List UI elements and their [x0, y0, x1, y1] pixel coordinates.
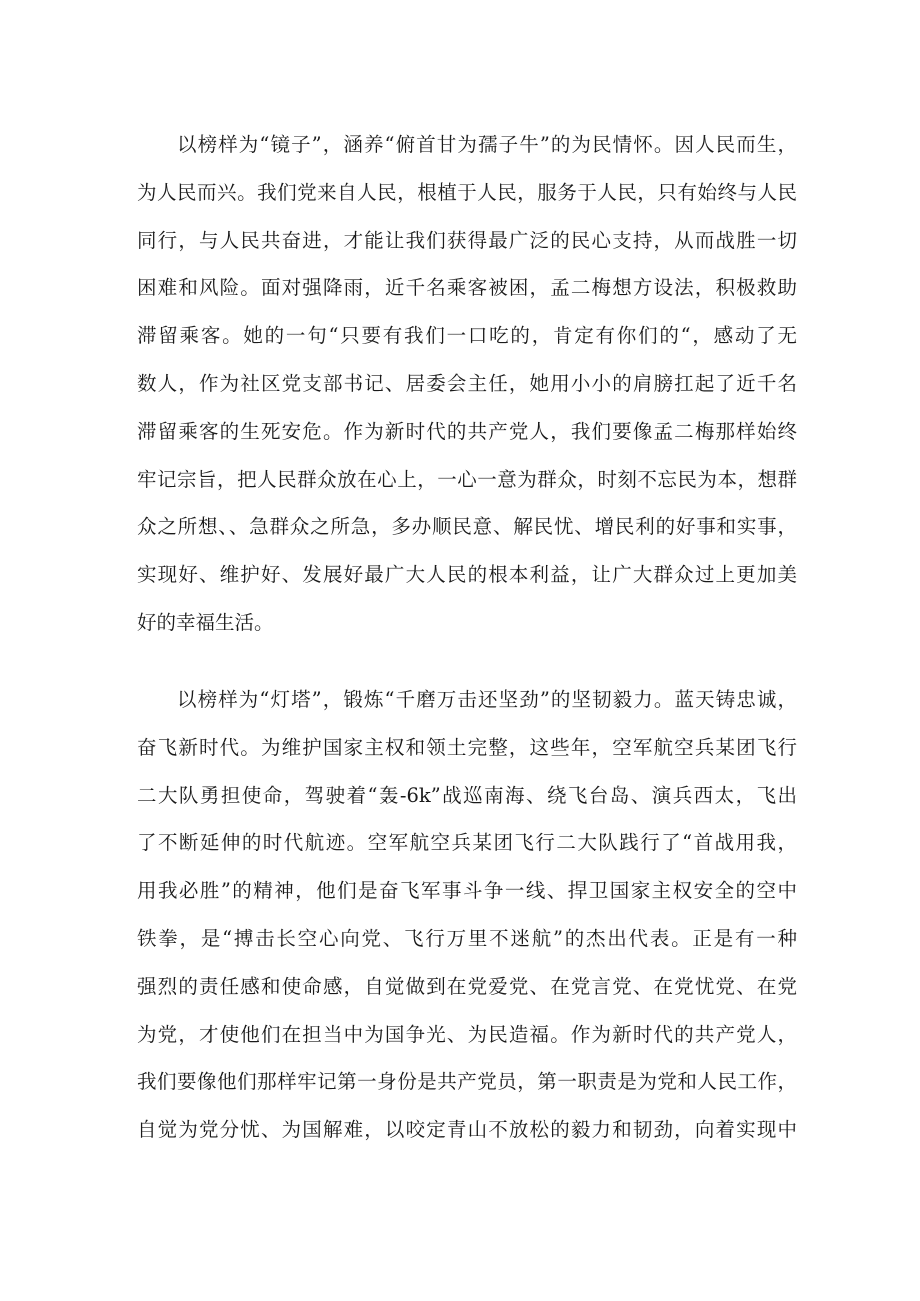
- text-line: 我们要像他们那样牢记第一身份是共产党员，第一职责是为党和人民工作，: [137, 1070, 797, 1094]
- text-line: 以榜样为“灯塔”，锻炼“千磨万击还坚劲”的坚韧毅力。蓝天铸忠诚，: [177, 688, 797, 711]
- text-line: 二大队勇担使命，驾驶着“轰-6k”战巡南海、绕飞台岛、演兵西太，飞出: [137, 783, 797, 807]
- text-line: 同行，与人民共奋进，才能让我们获得最广泛的民心支持，从而战胜一切: [137, 228, 797, 252]
- text-line: 好的幸福生活。: [137, 610, 274, 634]
- text-line: 为党，才使他们在担当中为国争光、为民造福。作为新时代的共产党人，: [137, 1022, 797, 1046]
- text-line: 困难和风险。面对强降雨，近千名乘客被困，孟二梅想方设法，积极救助: [137, 276, 797, 300]
- text-line: 铁拳，是“搏击长空心向党、飞行万里不迷航”的杰出代表。正是有一种: [137, 926, 797, 950]
- text-line: 滞留乘客的生死安危。作为新时代的共产党人，我们要像孟二梅那样始终: [137, 419, 797, 443]
- text-line: 自觉为党分忧、为国解难，以咬定青山不放松的毅力和韧劲，向着实现中: [137, 1118, 797, 1142]
- text-line: 数人，作为社区党支部书记、居委会主任，她用小小的肩膀扛起了近千名: [137, 371, 797, 395]
- text-line: 了不断延伸的时代航迹。空军航空兵某团飞行二大队践行了“首战用我，: [137, 831, 797, 855]
- text-line: 牢记宗旨，把人民群众放在心上，一心一意为群众，时刻不忘民为本，想群: [137, 467, 797, 491]
- paragraph-tenacity: [137, 676, 797, 1154]
- text-line: 用我必胜”的精神，他们是奋飞军事斗争一线、捍卫国家主权安全的空中: [137, 879, 797, 903]
- text-line: 强烈的责任感和使命感，自觉做到在党爱党、在党言党、在党忧党、在党: [137, 974, 797, 998]
- text-line: 实现好、维护好、发展好最广大人民的根本利益，让广大群众过上更加美: [137, 563, 797, 587]
- text-line: 众之所想、、急群众之所急，多办顺民意、解民忧、增民利的好事和实事，: [137, 515, 797, 539]
- text-line: 奋飞新时代。为维护国家主权和领土完整，这些年，空军航空兵某团飞行: [137, 735, 797, 759]
- paragraph-people-sentiment: [137, 121, 797, 647]
- text-line: 滞留乘客。她的一句“只要有我们一口吃的，肯定有你们的“，感动了无: [137, 324, 797, 348]
- text-line: 为人民而兴。我们党来自人民，根植于人民，服务于人民，只有始终与人民: [137, 180, 797, 204]
- text-line: 以榜样为“镜子”，涵养“俯首甘为孺子牛”的为民情怀。因人民而生，: [177, 133, 797, 156]
